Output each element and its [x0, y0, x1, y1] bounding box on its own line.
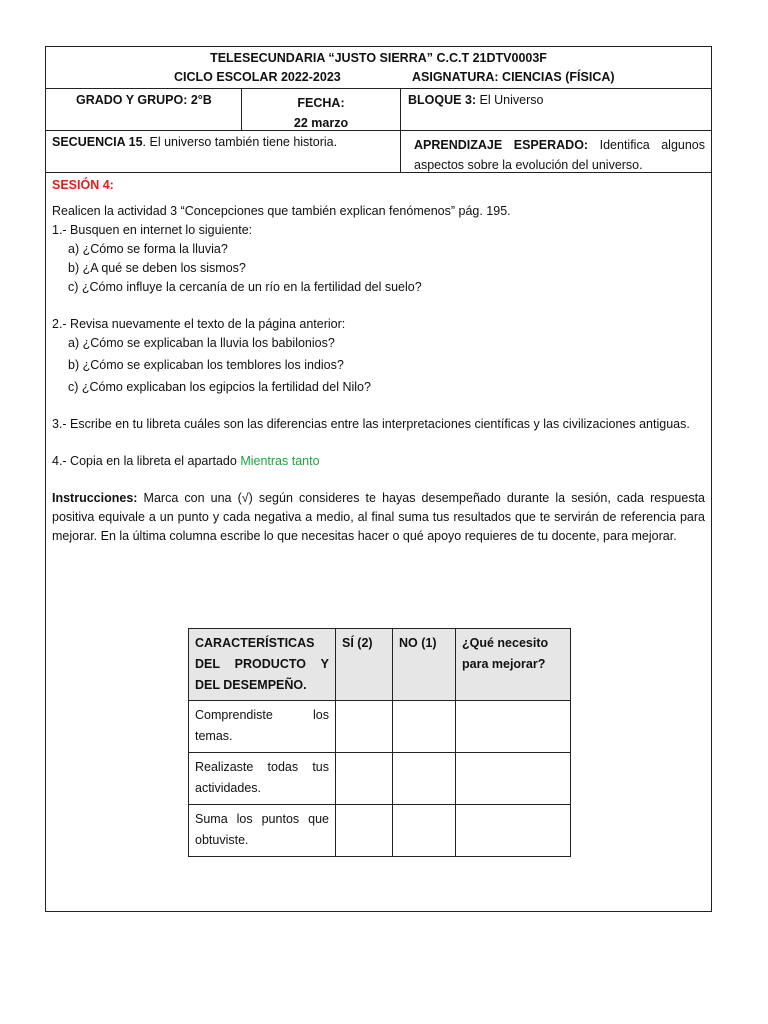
question-1-item: a) ¿Cómo se forma la lluvia?: [68, 242, 228, 256]
school-header: [46, 47, 711, 89]
header-no: NO (1): [393, 629, 456, 701]
date-cell: [242, 89, 401, 130]
sequence-label: SECUENCIA 15: [52, 135, 143, 149]
block-value: El Universo: [476, 93, 544, 107]
date-label: FECHA:: [297, 96, 345, 110]
question-2-title: 2.- Revisa nuevamente el texto de la página anterior:: [52, 317, 346, 331]
header-characteristics: CARACTERÍSTICAS DEL PRODUCTO Y DEL DESEMPEÑO.: [189, 629, 336, 701]
learning-label: APRENDIZAJE ESPERADO:: [414, 138, 589, 152]
row-criterion: Suma los puntos que obtuviste.: [189, 805, 336, 857]
table-row: [189, 701, 571, 753]
no-cell[interactable]: [393, 701, 456, 753]
block-cell: [401, 89, 711, 130]
improve-cell[interactable]: [456, 753, 571, 805]
document-frame: [45, 46, 712, 912]
question-4: [52, 452, 705, 471]
row-criterion: Realizaste todas tus actividades.: [189, 753, 336, 805]
header-improve: ¿Qué necesito para mejorar?: [456, 629, 571, 701]
yes-cell[interactable]: [336, 701, 393, 753]
table-header-row: [189, 629, 571, 701]
question-4-highlight: Mientras tanto: [240, 454, 320, 468]
instructions-text: Marca con una (√) según consideres te hayas desempeñado durante la sesión, cada respuesta positiva equivale a un punto y cada negativa a medio, al final suma tus resultados que te servirán de referencia para mejorar. En la última columna escribe lo que necesitas hacer o qué apoyo requieres de tu docente, para mejorar.: [52, 491, 705, 543]
row-criterion: Comprendiste los temas.: [189, 701, 336, 753]
question-1-title: 1.- Busquen en internet lo siguiente:: [52, 223, 253, 237]
yes-cell[interactable]: [336, 753, 393, 805]
question-1-item: c) ¿Cómo influye la cercanía de un río en la fertilidad del suelo?: [68, 280, 422, 294]
no-cell[interactable]: [393, 753, 456, 805]
question-3: 3.- Escribe en tu libreta cuáles son las diferencias entre las interpretaciones científicas y las civilizaciones antiguas.: [52, 417, 690, 431]
table-row: [189, 753, 571, 805]
question-2-item: b) ¿Cómo se explicaban los temblores los indios?: [68, 358, 344, 372]
sequence-row: [46, 131, 711, 173]
block-label: BLOQUE 3:: [408, 93, 477, 107]
question-4-text: 4.- Copia en la libreta el apartado: [52, 454, 241, 468]
instructions: [52, 489, 705, 546]
info-row: [46, 89, 711, 131]
school-title: TELESECUNDARIA “JUSTO SIERRA” C.C.T 21DTV0003F: [210, 51, 547, 65]
question-2-item: c) ¿Cómo explicaban los egipcios la fertilidad del Nilo?: [68, 380, 371, 394]
school-cycle: CICLO ESCOLAR 2022-2023: [174, 70, 341, 84]
session-title: SESIÓN 4:: [52, 178, 114, 192]
instructions-label: Instrucciones:: [52, 491, 138, 505]
question-2-item: a) ¿Cómo se explicaban la lluvia los babilonios?: [68, 336, 335, 350]
header-yes: SÍ (2): [336, 629, 393, 701]
subject: ASIGNATURA: CIENCIAS (FÍSICA): [412, 70, 615, 84]
improve-cell[interactable]: [456, 805, 571, 857]
activity-body: [52, 174, 705, 546]
question-1-item: b) ¿A qué se deben los sismos?: [68, 261, 246, 275]
sequence-text: . El universo también tiene historia.: [142, 135, 338, 149]
grade-group: GRADO Y GRUPO: 2°B: [46, 89, 242, 130]
yes-cell[interactable]: [336, 805, 393, 857]
no-cell[interactable]: [393, 805, 456, 857]
evaluation-table: [188, 628, 571, 857]
table-row: [189, 805, 571, 857]
learning-cell: [401, 131, 711, 172]
date-value: 22 marzo: [293, 116, 349, 130]
intro-text: Realicen la actividad 3 “Concepciones que también explican fenómenos” pág. 195.: [52, 204, 511, 218]
learning-text: Identifica algunos aspectos sobre la evolución del universo.: [414, 138, 705, 172]
sequence-cell: [46, 131, 401, 172]
improve-cell[interactable]: [456, 701, 571, 753]
